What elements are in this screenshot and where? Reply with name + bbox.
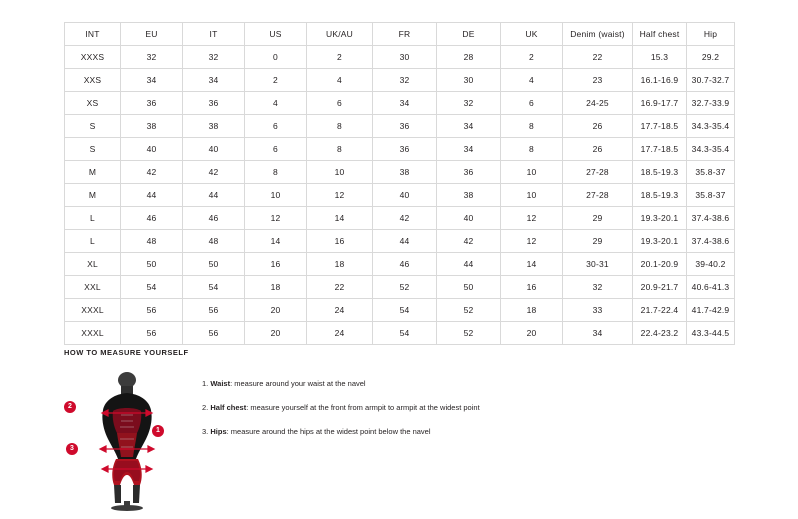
cell: 8 [245,161,307,184]
cell: 38 [373,161,437,184]
column-header-hip: Hip [687,23,735,46]
cell: 29 [563,230,633,253]
cell: 20.9-21.7 [633,276,687,299]
cell: 40.6-41.3 [687,276,735,299]
cell: XXL [65,276,121,299]
cell: 12 [307,184,373,207]
cell: 6 [245,138,307,161]
how-to-measure-title: HOW TO MEASURE YOURSELF [64,348,189,357]
cell: 10 [307,161,373,184]
cell: 12 [245,207,307,230]
cell: 10 [501,184,563,207]
cell: 54 [373,299,437,322]
cell: S [65,115,121,138]
cell: 37.4-38.6 [687,230,735,253]
cell: 8 [501,138,563,161]
cell: 52 [437,299,501,322]
cell: 46 [121,207,183,230]
column-header-int: INT [65,23,121,46]
table-row [65,230,735,253]
cell: XL [65,253,121,276]
cell: 44 [183,184,245,207]
cell: 42 [121,161,183,184]
cell: 38 [121,115,183,138]
cell: 56 [183,322,245,345]
measure-item-text-3: : measure around the hips at the widest point below the navel [226,426,431,436]
cell: 30-31 [563,253,633,276]
cell: 44 [121,184,183,207]
cell: 26 [563,115,633,138]
cell: 54 [183,276,245,299]
cell: XXXL [65,299,121,322]
cell: 52 [373,276,437,299]
column-header-half-chest: Half chest [633,23,687,46]
cell: 38 [437,184,501,207]
table-row [65,161,735,184]
table-row [65,138,735,161]
cell: 19.3-20.1 [633,230,687,253]
column-header-denim-waist: Denim (waist) [563,23,633,46]
cell: 8 [501,115,563,138]
cell: 36 [373,115,437,138]
cell: 44 [373,230,437,253]
cell: 16 [501,276,563,299]
cell: 15.3 [633,46,687,69]
column-header-de: DE [437,23,501,46]
cell: 4 [501,69,563,92]
cell: XXXL [65,322,121,345]
cell: 54 [121,276,183,299]
cell: 50 [183,253,245,276]
measure-item-text-2: : measure yourself at the front from armpit to armpit at the widest point [246,402,480,412]
cell: 34 [437,115,501,138]
cell: 30 [437,69,501,92]
cell: 36 [437,161,501,184]
cell: 40 [373,184,437,207]
cell: 16.1-16.9 [633,69,687,92]
cell: 14 [307,207,373,230]
cell: 27-28 [563,161,633,184]
cell: 2 [245,69,307,92]
cell: M [65,184,121,207]
column-header-fr: FR [373,23,437,46]
cell: 2 [501,46,563,69]
cell: 46 [373,253,437,276]
cell: 30 [373,46,437,69]
cell: 18.5-19.3 [633,161,687,184]
cell: 32.7-33.9 [687,92,735,115]
cell: 29.2 [687,46,735,69]
cell: 43.3-44.5 [687,322,735,345]
cell: 10 [245,184,307,207]
table-row [65,207,735,230]
cell: 54 [373,322,437,345]
cell: 32 [437,92,501,115]
cell: 32 [563,276,633,299]
cell: 50 [121,253,183,276]
mannequin-figure [64,371,184,511]
cell: 22 [307,276,373,299]
cell: 56 [121,322,183,345]
table-row [65,184,735,207]
table-row [65,322,735,345]
how-to-measure-body [64,371,734,511]
cell: 23 [563,69,633,92]
cell: 6 [307,92,373,115]
cell: 35.8-37 [687,161,735,184]
cell: 14 [245,230,307,253]
cell: 33 [563,299,633,322]
measure-item-number-3: 3. [202,426,209,436]
cell: 48 [183,230,245,253]
cell: 44 [437,253,501,276]
cell: 56 [121,299,183,322]
cell: 10 [501,161,563,184]
cell: 4 [307,69,373,92]
cell: L [65,230,121,253]
cell: 8 [307,115,373,138]
table-row [65,253,735,276]
cell: 48 [121,230,183,253]
table-row [65,276,735,299]
cell: S [65,138,121,161]
measure-badge-3: 3 [66,443,78,455]
cell: 36 [373,138,437,161]
cell: 12 [501,230,563,253]
cell: 37.4-38.6 [687,207,735,230]
cell: 17.7-18.5 [633,115,687,138]
cell: 36 [183,92,245,115]
cell: 32 [183,46,245,69]
measure-item-text-1: : measure around your waist at the navel [230,379,366,388]
cell: 4 [245,92,307,115]
cell: 50 [437,276,501,299]
measure-item-term-2: Half chest [210,402,247,412]
table-row [65,299,735,322]
cell: 2 [307,46,373,69]
cell: 18 [245,276,307,299]
column-header-uk: UK [501,23,563,46]
cell: L [65,207,121,230]
cell: 34 [437,138,501,161]
cell: 0 [245,46,307,69]
cell: XXXS [65,46,121,69]
cell: 28 [437,46,501,69]
cell: 24 [307,299,373,322]
cell: 22 [563,46,633,69]
cell: 40 [121,138,183,161]
cell: 34 [183,69,245,92]
cell: 32 [373,69,437,92]
measure-item-term-1: Waist [210,379,231,388]
cell: 34 [373,92,437,115]
cell: 24 [307,322,373,345]
cell: 36 [121,92,183,115]
measure-item-number-2: 2. [202,402,209,412]
how-to-measure-section [64,348,734,511]
cell: 20 [501,322,563,345]
cell: 40 [183,138,245,161]
table-header-row [65,23,735,46]
cell: 26 [563,138,633,161]
measure-badge-2: 2 [64,401,76,413]
table-row [65,115,735,138]
cell: 6 [501,92,563,115]
measure-instructions-list [202,371,480,450]
cell: XS [65,92,121,115]
cell: 24-25 [563,92,633,115]
cell: 12 [501,207,563,230]
size-chart-table [64,22,735,345]
cell: 8 [307,138,373,161]
cell: 34.3-35.4 [687,115,735,138]
measure-item-number-1: 1. [202,379,209,388]
cell: 27-28 [563,184,633,207]
column-header-eu: EU [121,23,183,46]
table-row [65,92,735,115]
cell: XXS [65,69,121,92]
list-item [202,427,480,437]
cell: M [65,161,121,184]
cell: 29 [563,207,633,230]
table-row [65,46,735,69]
size-chart-table-container [64,22,734,345]
list-item [202,403,480,413]
measure-badge-1: 1 [152,425,164,437]
column-header-it: IT [183,23,245,46]
cell: 18.5-19.3 [633,184,687,207]
cell: 6 [245,115,307,138]
cell: 16 [307,230,373,253]
cell: 38 [183,115,245,138]
cell: 20 [245,299,307,322]
cell: 22.4-23.2 [633,322,687,345]
column-header-us: US [245,23,307,46]
cell: 30.7-32.7 [687,69,735,92]
cell: 41.7-42.9 [687,299,735,322]
cell: 42 [373,207,437,230]
cell: 21.7-22.4 [633,299,687,322]
list-item [202,379,480,389]
cell: 56 [183,299,245,322]
mannequin-illustration [90,371,164,511]
cell: 40 [437,207,501,230]
column-header-uk-au: UK/AU [307,23,373,46]
cell: 42 [183,161,245,184]
cell: 20 [245,322,307,345]
cell: 34 [121,69,183,92]
cell: 46 [183,207,245,230]
cell: 39-40.2 [687,253,735,276]
cell: 17.7-18.5 [633,138,687,161]
cell: 16.9-17.7 [633,92,687,115]
cell: 16 [245,253,307,276]
cell: 18 [501,299,563,322]
cell: 32 [121,46,183,69]
cell: 14 [501,253,563,276]
cell: 20.1-20.9 [633,253,687,276]
table-row [65,69,735,92]
cell: 18 [307,253,373,276]
cell: 52 [437,322,501,345]
cell: 42 [437,230,501,253]
measure-item-term-3: Hips [210,426,227,436]
cell: 19.3-20.1 [633,207,687,230]
cell: 34.3-35.4 [687,138,735,161]
cell: 34 [563,322,633,345]
cell: 35.8-37 [687,184,735,207]
